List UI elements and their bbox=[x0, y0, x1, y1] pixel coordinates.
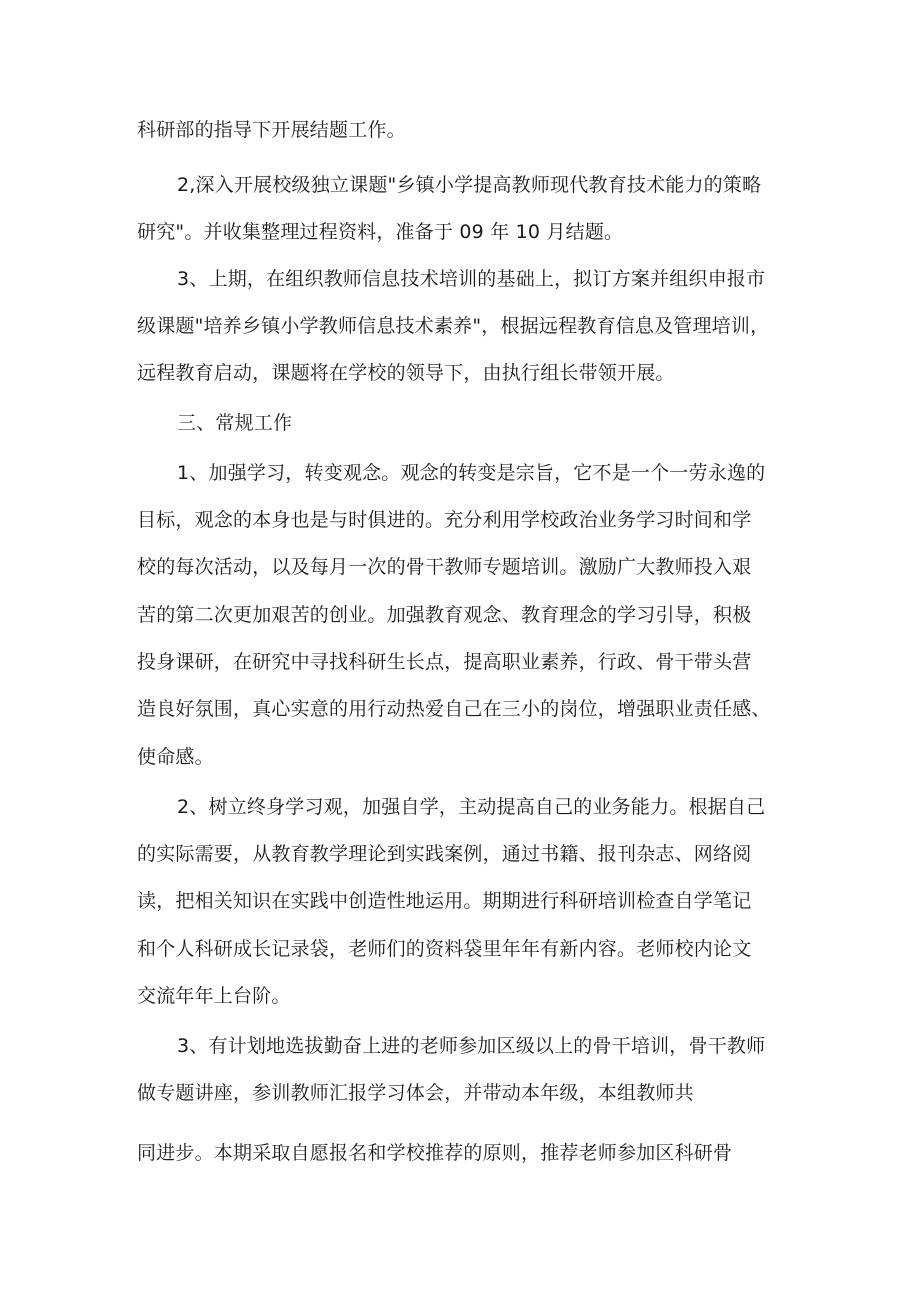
text-line: 研究"。并收集整理过程资料，准备于 09 年 10 月结题。 bbox=[137, 221, 624, 243]
text-line: 苦的第二次更加艰苦的创业。加强教育观念、教育理念的学习引导，积极 bbox=[137, 604, 752, 626]
text-line: 使命感。 bbox=[137, 746, 214, 768]
text-line: 和个人科研成长记录袋，老师们的资料袋里年年有新内容。老师校内论文 bbox=[137, 938, 752, 960]
section-heading: 三、常规工作 bbox=[177, 412, 293, 434]
text-line: 的实际需要，从教育教学理论到实践案例，通过书籍、报刊杂志、网络阅 bbox=[137, 843, 752, 865]
text-line: 级课题"培养乡镇小学教师信息技术素养"，根据远程教育信息及管理培训， bbox=[137, 315, 770, 337]
text-line: 3、有计划地选拔勤奋上进的老师参加区级以上的骨干培训，骨干教师 bbox=[177, 1035, 766, 1057]
text-line: 造良好氛围，真心实意的用行动热爱自己在三小的岗位，增强职业责任感、 bbox=[137, 698, 771, 720]
text-line: 2、树立终身学习观，加强自学，主动提高自己的业务能力。根据自己 bbox=[177, 796, 766, 818]
text-line: 3、上期，在组织教师信息技术培训的基础上，拟订方案并组织申报市 bbox=[177, 268, 766, 290]
text-line: 目标，观念的本身也是与时俱进的。充分利用学校政治业务学习时间和学 bbox=[137, 509, 752, 531]
text-line: 校的每次活动，以及每月一次的骨干教师专题培训。激励广大教师投入艰 bbox=[137, 556, 752, 578]
text-line: 科研部的指导下开展结题工作。 bbox=[137, 119, 406, 141]
text-line: 做专题讲座，参训教师汇报学习体会，并带动本年级，本组教师共 bbox=[137, 1082, 694, 1104]
text-line: 同进步。本期采取自愿报名和学校推荐的原则，推荐老师参加区科研骨 bbox=[137, 1142, 733, 1164]
text-line: 投身课研，在研究中寻找科研生长点，提高职业素养，行政、骨干带头营 bbox=[137, 651, 752, 673]
text-line: 读，把相关知识在实践中创造性地运用。期期进行科研培训检查自学笔记 bbox=[137, 890, 752, 912]
text-line: 1、加强学习，转变观念。观念的转变是宗旨，它不是一个一劳永逸的 bbox=[177, 462, 766, 484]
text-line: 2,深入开展校级独立课题"乡镇小学提高教师现代教育技术能力的策略 bbox=[177, 174, 762, 196]
text-line: 交流年年上台阶。 bbox=[137, 985, 291, 1007]
text-line: 远程教育启动，课题将在学校的领导下，由执行组长带领开展。 bbox=[137, 362, 675, 384]
